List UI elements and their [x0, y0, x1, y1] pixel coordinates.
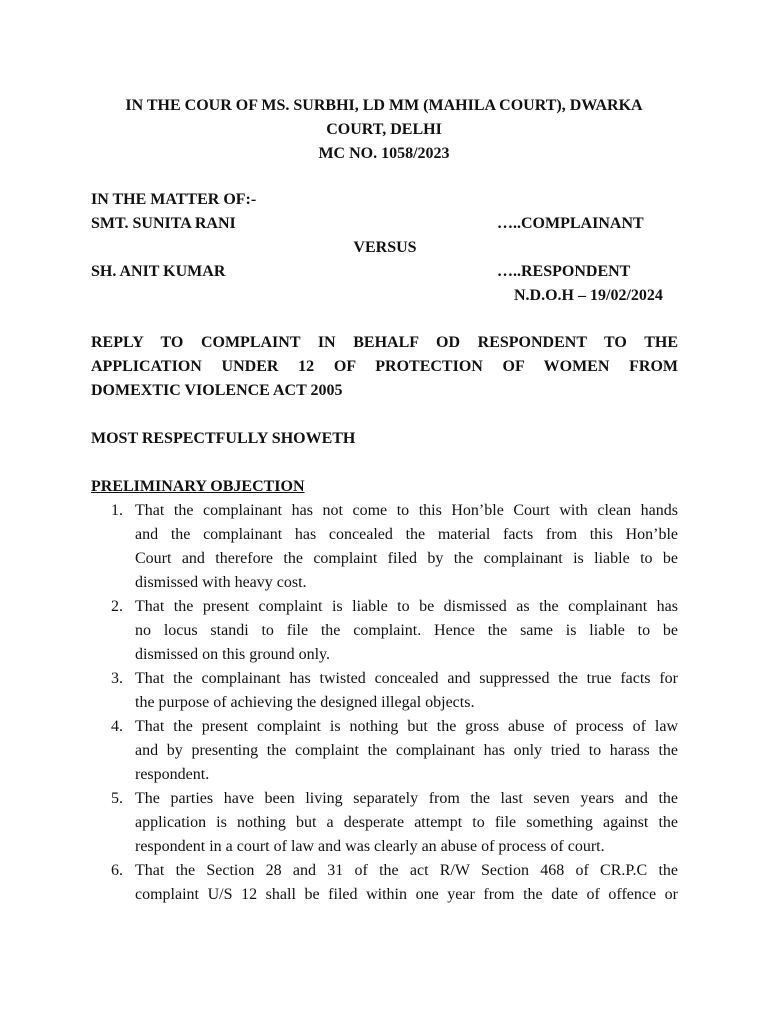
case-number: MC NO. 1058/2023: [318, 145, 450, 162]
objection-text-line: respondent.: [135, 766, 210, 783]
versus-label: VERSUS: [353, 239, 417, 256]
objection-text-line: complaint U/S 12 shall be filed within one year from the date of offence or: [135, 886, 678, 903]
subject-line: APPLICATION UNDER 12 OF PROTECTION OF WOMEN FROM: [91, 358, 678, 375]
ndoh-row: [91, 284, 679, 308]
complainant-row: [91, 212, 679, 236]
objection-item: [91, 787, 678, 859]
objection-text-line: That the complainant has not come to this Hon’ble Court with clean hands: [135, 502, 678, 519]
objection-item: [91, 715, 678, 787]
objection-text-line: The parties have been living separately from the last seven years and the: [135, 790, 678, 807]
objection-item: [91, 595, 678, 667]
subject-line: DOMEXTIC VIOLENCE ACT 2005: [91, 382, 343, 399]
next-date-of-hearing: N.D.O.H – 19/02/2024: [514, 287, 663, 304]
reply-subject: [91, 331, 678, 403]
objection-text-line: dismissed on this ground only.: [135, 646, 330, 663]
objection-text-line: no locus standi to file the complaint. Hence the same is liable to be: [135, 622, 678, 639]
respondent-row: [91, 260, 679, 284]
objection-text-line: respondent in a court of law and was clearly an abuse of process of court.: [135, 838, 605, 855]
court-title-line-2: COURT, DELHI: [326, 121, 442, 138]
objection-number: 2.: [111, 598, 123, 615]
objection-number: 3.: [111, 670, 123, 687]
matter-block: [91, 188, 679, 308]
objection-text-line: the purpose of achieving the designed illegal objects.: [135, 694, 475, 711]
subject-line: REPLY TO COMPLAINT IN BEHALF OD RESPONDENT TO THE: [91, 334, 678, 351]
court-header: [90, 94, 678, 166]
versus-row: [91, 236, 679, 260]
objection-text-line: That the present complaint is nothing but the gross abuse of process of law: [135, 718, 678, 735]
matter-heading-row: [91, 188, 679, 212]
complainant-name: SMT. SUNITA RANI: [91, 215, 236, 232]
objection-number: 4.: [111, 718, 123, 735]
court-title-line-1: IN THE COUR OF MS. SURBHI, LD MM (MAHILA COURT), DWARKA: [125, 97, 643, 114]
objection-item: [91, 859, 678, 907]
objections-list: [91, 499, 678, 907]
objection-text-line: That the complainant has twisted concealed and suppressed the true facts for: [135, 670, 678, 687]
objection-item: [91, 667, 678, 715]
showeth-heading: MOST RESPECTFULLY SHOWETH: [91, 430, 356, 447]
objection-text-line: application is nothing but a desperate attempt to file something against the: [135, 814, 678, 831]
complainant-role: …..COMPLAINANT: [497, 215, 644, 232]
objection-text-line: That the present complaint is liable to be dismissed as the complainant has: [135, 598, 678, 615]
matter-heading: IN THE MATTER OF:-: [91, 191, 257, 208]
objection-number: 5.: [111, 790, 123, 807]
respondent-name: SH. ANIT KUMAR: [91, 263, 226, 280]
objection-item: [91, 499, 678, 595]
preliminary-objection-heading: PRELIMINARY OBJECTION: [91, 478, 305, 495]
objection-text-line: Court and therefore the complaint filed by the complainant is liable to be: [135, 550, 678, 567]
objection-text-line: and by presenting the complaint the complainant has only tried to harass the: [135, 742, 678, 759]
objection-text-line: dismissed with heavy cost.: [135, 574, 307, 591]
objection-number: 6.: [111, 862, 123, 879]
objection-text-line: and the complainant has concealed the material facts from this Hon’ble: [135, 526, 678, 543]
objection-number: 1.: [111, 502, 123, 519]
respondent-role: …..RESPONDENT: [497, 263, 631, 280]
objection-text-line: That the Section 28 and 31 of the act R/W Section 468 of CR.P.C the: [135, 862, 678, 879]
